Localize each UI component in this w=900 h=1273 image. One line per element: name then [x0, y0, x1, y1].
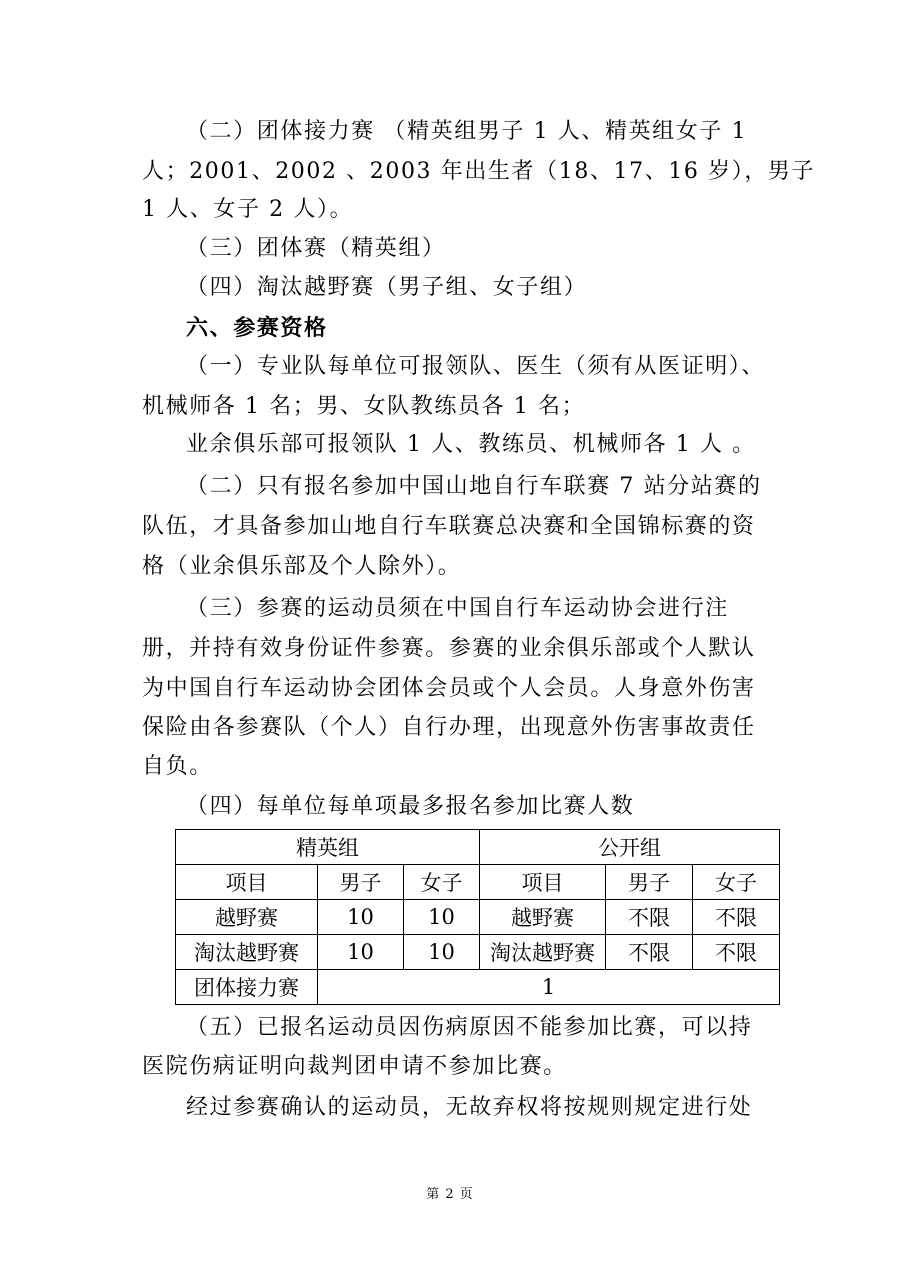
cell-item: 淘汰越野赛: [176, 935, 318, 970]
paragraph-eligibility-1-line-1: （一）专业队每单位可报领队、医生（须有从医证明）、: [186, 354, 766, 379]
paragraph-eligibility-1-line-2: 机械师各 1 名；男、女队教练员各 1 名；: [142, 394, 586, 419]
cell-elite-female: 10: [404, 900, 480, 935]
paragraph-withdrawal-line-1: （五）已报名运动员因伤病原因不能参加比赛，可以持: [186, 1015, 753, 1040]
table-group-header-row: [176, 830, 780, 865]
column-header-female: 女子: [404, 865, 480, 900]
cell-item: 团体接力赛: [176, 970, 318, 1005]
page-number: 第 2 页: [426, 1187, 474, 1202]
paragraph-relay-line-2: 人；2001、2002 、2003 年出生者（18、17、16 岁），男子: [142, 159, 816, 184]
table-row-relay: [176, 970, 780, 1005]
section-heading-eligibility: 六、参赛资格: [186, 316, 328, 341]
paragraph-eligibility-2-line-2: 队伍，才具备参加山地自行车联赛总决赛和全国锦标赛的资: [142, 514, 756, 539]
paragraph-relay-line-3: 1 人、女子 2 人）。: [142, 197, 354, 222]
cell-elite-female: 10: [404, 935, 480, 970]
cell-item: 越野赛: [176, 900, 318, 935]
cell-relay-value: 1: [318, 970, 780, 1005]
paragraph-withdrawal-line-2: 医院伤病证明向裁判团申请不参加比赛。: [142, 1054, 567, 1079]
paragraph-team-event: （三）团体赛（精英组）: [186, 236, 446, 261]
paragraph-eligibility-3-line-3: 为中国自行车运动协会团体会员或个人会员。人身意外伤害: [142, 676, 756, 701]
column-header-item: 项目: [480, 865, 606, 900]
cell-elite-male: 10: [318, 935, 404, 970]
cell-open-male: 不限: [606, 900, 693, 935]
column-header-item: 项目: [176, 865, 318, 900]
paragraph-eliminator: （四）淘汰越野赛（男子组、女子组）: [186, 275, 588, 300]
column-header-male: 男子: [606, 865, 693, 900]
paragraph-forfeit-line-1: 经过参赛确认的运动员，无故弃权将按规则规定进行处: [186, 1095, 753, 1120]
paragraph-amateur-club: 业余俱乐部可报领队 1 人、教练员、机械师各 1 人 。: [186, 432, 756, 457]
cell-open-female: 不限: [693, 900, 780, 935]
table-column-header-row: [176, 865, 780, 900]
group-header-elite: 精英组: [176, 830, 480, 865]
table-row: [176, 935, 780, 970]
cell-open-item: 越野赛: [480, 900, 606, 935]
table-row: [176, 900, 780, 935]
paragraph-eligibility-3-line-2: 册，并持有效身份证件参赛。参赛的业余俱乐部或个人默认: [142, 636, 756, 661]
paragraph-relay-line-1: （二）团体接力赛 （精英组男子 1 人、精英组女子 1: [186, 119, 748, 144]
paragraph-entry-limits-caption: （四）每单位每单项最多报名参加比赛人数: [186, 794, 635, 819]
cell-elite-male: 10: [318, 900, 404, 935]
column-header-male: 男子: [318, 865, 404, 900]
cell-open-male: 不限: [606, 935, 693, 970]
paragraph-eligibility-3-line-5: 自负。: [142, 754, 213, 779]
paragraph-eligibility-2-line-3: 格（业余俱乐部及个人除外）。: [142, 554, 462, 579]
entry-limits-table: [175, 829, 780, 1005]
cell-open-item: 淘汰越野赛: [480, 935, 606, 970]
column-header-female: 女子: [693, 865, 780, 900]
paragraph-eligibility-3-line-4: 保险由各参赛队（个人）自行办理，出现意外伤害事故责任: [142, 715, 756, 740]
paragraph-eligibility-2-line-1: （二）只有报名参加中国山地自行车联赛 7 站分站赛的: [186, 474, 762, 499]
group-header-open: 公开组: [480, 830, 780, 865]
cell-open-female: 不限: [693, 935, 780, 970]
paragraph-eligibility-3-line-1: （三）参赛的运动员须在中国自行车运动协会进行注: [186, 596, 729, 621]
